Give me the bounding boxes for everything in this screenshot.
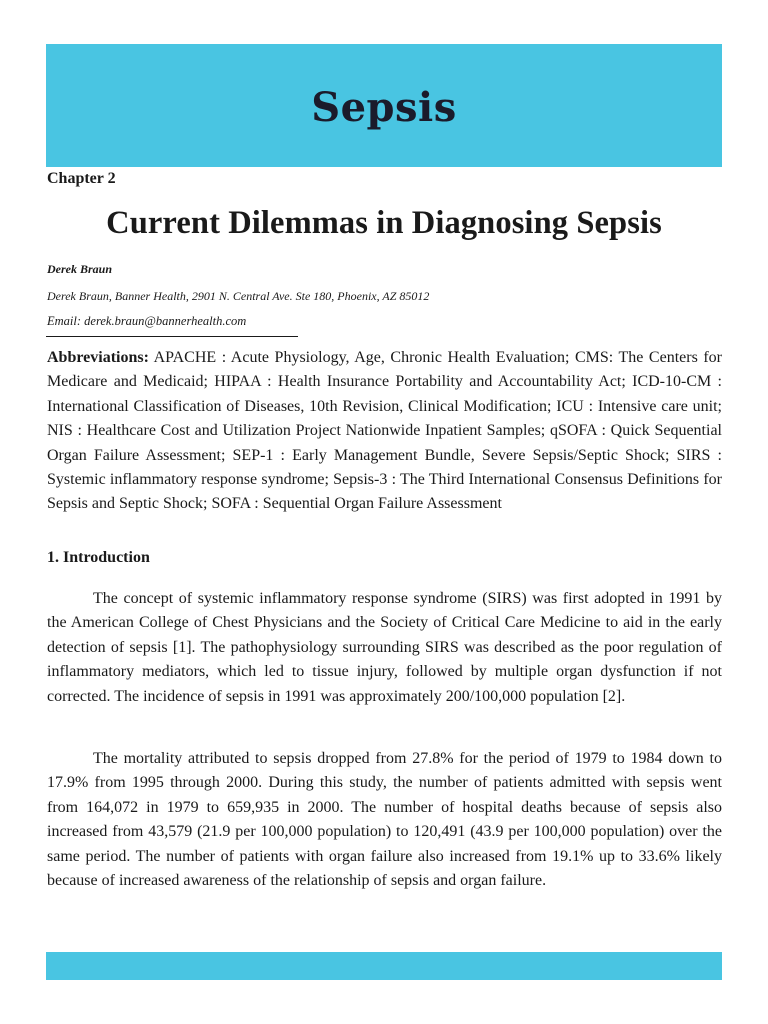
intro-paragraph-1: The concept of systemic inflammatory response syndrome (SIRS) was first adopted in 1991 by the American College of Chest Physicians and the Society of Critical Care Medicine to aid in the early detection of sepsis [1]. The pathophysiology surrounding SIRS was described as the poor regulation of inflammatory mediators, which led to tissue injury, followed by multiple organ dysfunction if not corrected. The incidence of sepsis in 1991 was approximately 200/100,000 population [2]. bbox=[47, 590, 722, 705]
abbreviations-text: APACHE : Acute Physiology, Age, Chronic Health Evaluation; CMS: The Centers for Medicare and Medicaid; HIPAA : Health Insurance Portability and Accountability Act; ICD-10-CM : International Classification of Diseases, 10th Revision, Clinical Modification; ICU : Intensive care unit; NIS : Healthcare Cost and Utilization Project Nationwide Inpatient Samples; qSOFA : Quick Sequential Organ Failure Assessment; SEP-1 : Early Management Bundle, Severe Sepsis/Septic Shock; SIRS : Systemic inflammatory response syndrome; Sepsis-3 : The Third International Consensus Definitions for Sepsis and Septic Shock; SOFA : Sequential Organ Failure Assessment bbox=[47, 349, 722, 513]
abbreviations-paragraph bbox=[47, 346, 722, 517]
intro-paragraph-2: The mortality attributed to sepsis dropped from 27.8% for the period of 1979 to 1984 down to 17.9% from 1995 through 2000. During this study, the number of patients admitted with sepsis went from 164,072 in 1979 to 659,935 in 2000. The number of hospital deaths because of sepsis also increased from 43,579 (21.9 per 100,000 population) to 120,491 (43.9 per 100,000 population) over the same period. The number of patients with organ failure also increased from 19.1% up to 33.6% likely because of increased awareness of the relationship of sepsis and organ failure. bbox=[47, 750, 722, 890]
section-heading-introduction: 1. Introduction bbox=[47, 549, 150, 566]
footer-bar bbox=[46, 952, 722, 980]
author-email: Email: derek.braun@bannerhealth.com bbox=[47, 314, 247, 328]
chapter-title: Current Dilemmas in Diagnosing Sepsis bbox=[106, 205, 662, 241]
author-name: Derek Braun bbox=[47, 262, 113, 276]
header-banner bbox=[46, 44, 722, 167]
abbreviations-label: Abbreviations: bbox=[47, 349, 149, 366]
author-affiliation: Derek Braun, Banner Health, 2901 N. Central Ave. Ste 180, Phoenix, AZ 85012 bbox=[47, 289, 430, 303]
chapter-label: Chapter 2 bbox=[47, 170, 116, 187]
banner-title: Sepsis bbox=[311, 84, 457, 131]
divider-rule bbox=[46, 336, 298, 337]
